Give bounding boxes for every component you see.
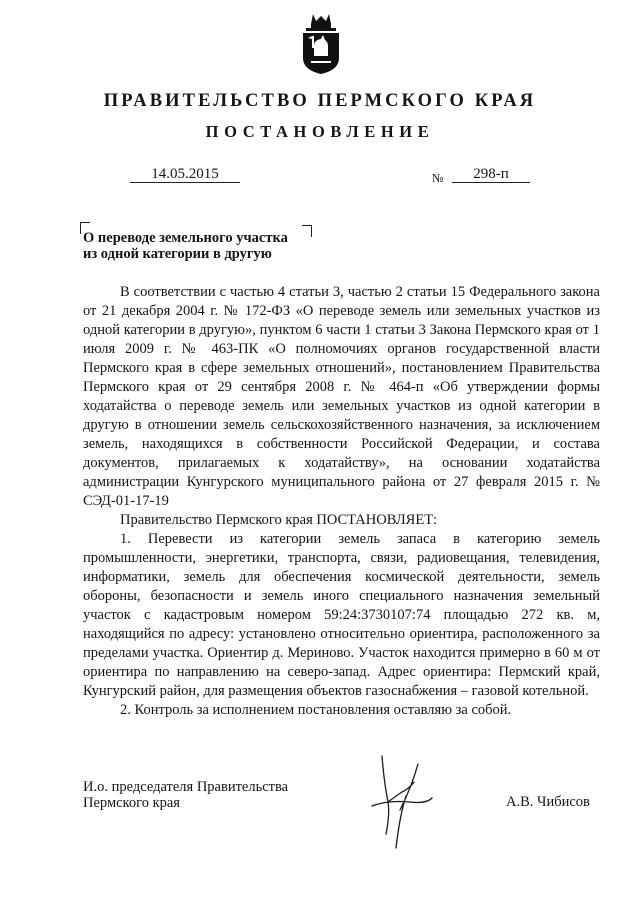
signatory-title (83, 779, 288, 811)
handwritten-signature (366, 752, 441, 850)
document-type-title: ПОСТАНОВЛЕНИЕ (205, 122, 435, 141)
document-subject (83, 230, 288, 262)
number-sign: № (432, 171, 444, 185)
subject-bracket-right (302, 225, 312, 237)
document-date: 14.05.2015 (130, 166, 240, 183)
signatory-name: А.В. Чибисов (506, 794, 590, 810)
subject-line-2: из одной категории в другую (83, 246, 272, 262)
resolution-paragraph: Правительство Пермского края ПОСТАНОВЛЯЕТ: (120, 512, 438, 528)
document-number: 298-п (452, 166, 530, 183)
resolution-item-1: 1. Перевести из категории земель запаса в категорию земель промышленности, энергетики, транспорта, связи, радиовещания, телевидения, информатики, земель для обеспечения космической деятельности, земель обороны, безопасности и земель иного специального назначения земельный участок с кадастровым номером 59:24:3730107:74 площадью 272 кв. м, находящийся по адресу: установлено относительно ориентира, расположенного за пределами участка. Ориентир д. Мериново. Участок находится примерно в 60 м от ориентира по направлению на северо-запад. Адрес ориентира: Пермский край, Кунгурский район, для размещения объектов газоснабжения – газовой котельной. (83, 531, 600, 699)
signatory-title-line-2: Пермского края (83, 795, 180, 811)
organization-title: ПРАВИТЕЛЬСТВО ПЕРМСКОГО КРАЯ (103, 91, 537, 111)
signatory-title-line-1: И.о. председателя Правительства (83, 779, 289, 795)
document-body (83, 283, 600, 720)
preamble-paragraph: В соответствии с частью 4 статьи 3, частью 2 статьи 15 Федерального закона от 21 декабря 2004 г. № 172-ФЗ «О переводе земель или земельных участков из одной категории в другую», пунктом 6 части 1 статьи 3 Закона Пермского края от 1 июля 2009 г. № 463-ПК «О полномочиях органов государственной власти Пермского края в сфере земельных отношений», постановлением Правительства Пермского края от 29 сентября 2008 г. № 464-п «Об утверждении формы ходатайства о переводе земель или земельных участков из одной категории в другую в отношении земель сельскохозяйственного назначения, за исключением земель, находящихся в собственности Российской Федерации, и состава документов, прилагаемых к ходатайству», на основании ходатайства администрации Кунгурского муниципального района от 27 февраля 2015 г. № СЭД-01-17-19 (83, 284, 600, 509)
resolution-item-2: 2. Контроль за исполнением постановления оставляю за собой. (120, 702, 512, 718)
subject-line-1: О переводе земельного участка (83, 230, 288, 246)
coat-of-arms-icon (300, 12, 342, 76)
